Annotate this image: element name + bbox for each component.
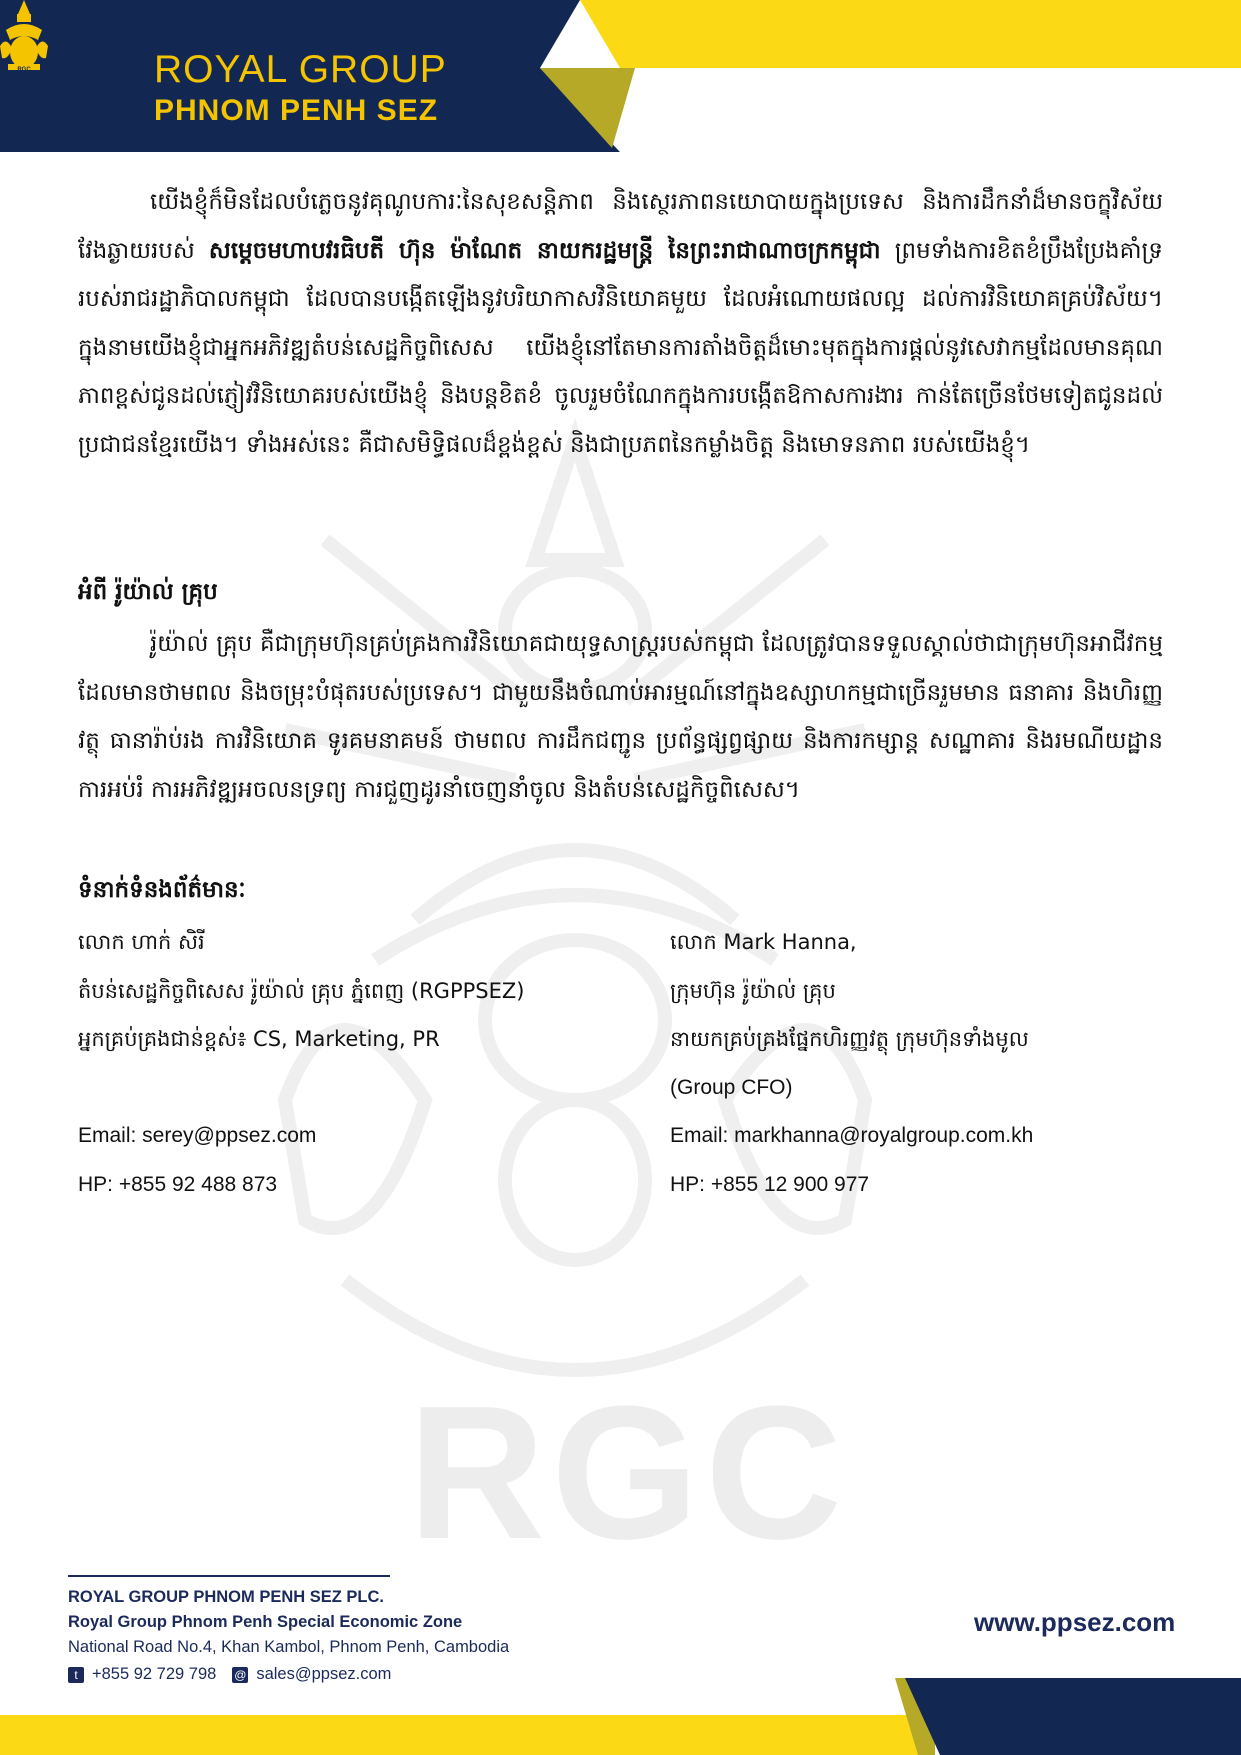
brand-subname: PHNOM PENH SEZ [154, 94, 439, 127]
phone-icon: t [68, 1667, 84, 1683]
contact-organization: ក្រុមហ៊ុន រ៉ូយ៉ាល់ គ្រុប [670, 978, 836, 1003]
intro-paragraph [78, 178, 1163, 469]
footer-zone-name: Royal Group Phnom Penh Special Economic Zone [68, 1613, 463, 1631]
royal-group-emblem-icon [0, 0, 48, 72]
watermark-text: RGC [408, 1367, 849, 1579]
email-icon: @ [234, 1667, 247, 1682]
brand-name: ROYAL GROUP [154, 48, 447, 91]
footer-website-link[interactable]: www.ppsez.com [974, 1607, 1176, 1637]
footer-banner-graphic [0, 1678, 1241, 1755]
footer-banner [0, 1678, 1241, 1755]
contact-email[interactable]: Email: markhanna@royalgroup.com.kh [670, 1124, 1034, 1147]
about-heading: អំពី រ៉ូយ៉ាល់ គ្រុប [78, 579, 218, 605]
contact-left [78, 918, 638, 1209]
contact-title-english: (Group CFO) [670, 1075, 793, 1099]
contact-name: លោក Mark Hanna, [670, 930, 857, 954]
footer-divider [68, 1575, 390, 1577]
about-paragraph: រ៉ូយ៉ាល់ គ្រុប គឺជាក្រុមហ៊ុនគ្រប់គ្រងការវិនិយោគជាយុទ្ធសាស្ត្ររបស់កម្ពុជា ដែលត្រូវបានទទួលស្គាល់ថាជាក្រុមហ៊ុនអាជីវកម្មដែលមានថាមពល និងចម្រុះបំផុតរបស់ប្រទេស។ ជាមួយនឹងចំណាប់អារម្មណ៍នៅក្នុងឧស្សាហកម្មជាច្រើនរួមមាន ធនាគារ និងហិរញ្ញវត្ថុ ធានារ៉ាប់រង ការវិនិយោគ ទូរគមនាគមន៍ ថាមពល ការដឹកជញ្ជូន ប្រព័ន្ធផ្សព្វផ្សាយ និងការកម្សាន្ត សណ្ឋាគារ និងរមណីយដ្ឋាន ការអប់រំ ការអភិវឌ្ឍអចលនទ្រព្យ ការជួញដូរនាំចេញនាំចូល និងតំបន់សេដ្ឋកិច្ចពិសេស។ [78, 631, 1163, 803]
contact-phone: HP: +855 92 488 873 [78, 1172, 278, 1196]
contact-organization: តំបន់សេដ្ឋកិច្ចពិសេស រ៉ូយ៉ាល់ គ្រុប ភ្នំពេញ (RGPPSEZ) [78, 978, 525, 1003]
contact-phone: HP: +855 12 900 977 [670, 1172, 870, 1196]
footer-address: National Road No.4, Khan Kambol, Phnom Penh, Cambodia [68, 1638, 510, 1656]
contact-email[interactable]: Email: serey@ppsez.com [78, 1124, 317, 1147]
contact-name: លោក ហាក់ សិរី [78, 930, 205, 954]
intro-text-continued: ព្រមទាំងការខិតខំប្រឹងប្រែងគាំទ្ររបស់រាជរដ្ឋាភិបាលកម្ពុជា ដែលបានបង្កើតឡើងនូវបរិយាកាសវិនិយោគមួយ ដែលអំណោយផលល្អ ដល់ការវិនិយោគគ្រប់វិស័យ។ ក្នុងនាមយើងខ្ញុំជាអ្នកអភិវឌ្ឍតំបន់សេដ្ឋកិច្ចពិសេស យើងខ្ញុំនៅតែមានការតាំងចិត្តដ៏មោះមុតក្នុងការផ្តល់នូវសេវាកម្មដែលមានគុណភាពខ្ពស់ជូនដល់ភ្ញៀវវិនិយោគរបស់យើងខ្ញុំ និងបន្តខិតខំ ចូលរួមចំណែកក្នុងការបង្កើតឱកាសការងារ កាន់តែច្រើនថែមទៀតជូនដល់ប្រជាជនខ្មែរយើង។ ទាំងអស់នេះ គឺជាសមិទ្ធិផលដ៏ខ្ពង់ខ្ពស់ និងជាប្រភពនៃកម្លាំងចិត្ត និងមោទនភាព របស់យើងខ្ញុំ។ [78, 237, 1163, 458]
contact-title: អ្នកគ្រប់គ្រងជាន់ខ្ពស់៖ CS, Marketing, PR [78, 1027, 440, 1051]
footer-email[interactable]: sales@ppsez.com [256, 1665, 392, 1683]
svg-text:RGC: RGC [17, 67, 31, 72]
page-header [0, 0, 1241, 152]
intro-text: យើងខ្ញុំក៏មិនដែលបំភ្លេចនូវគុណូបការៈនៃសុខសន្តិភាព និងស្ថេរភាពនយោបាយក្នុងប្រទេស និងការដឹកនាំដ៏មានចក្ខុវិស័យវែងឆ្ងាយរបស់ [78, 189, 1163, 264]
contact-right [670, 918, 1170, 1209]
contact-heading: ទំនាក់ទំនងព័ត៌មានៈ [78, 877, 246, 903]
footer-phone: +855 92 729 798 [92, 1665, 217, 1683]
contact-title: នាយកគ្រប់គ្រងផ្នែកហិរញ្ញវត្ថុ ក្រុមហ៊ុនទាំងមូល [670, 1027, 1029, 1051]
prime-minister-title: សម្តេចមហាបវរធិបតី ហ៊ុន ម៉ាណែត នាយករដ្ឋមន្ត្រី នៃព្រះរាជាណាចក្រកម្ពុជា [208, 237, 881, 264]
footer-company-name: ROYAL GROUP PHNOM PENH SEZ PLC. [68, 1588, 384, 1606]
